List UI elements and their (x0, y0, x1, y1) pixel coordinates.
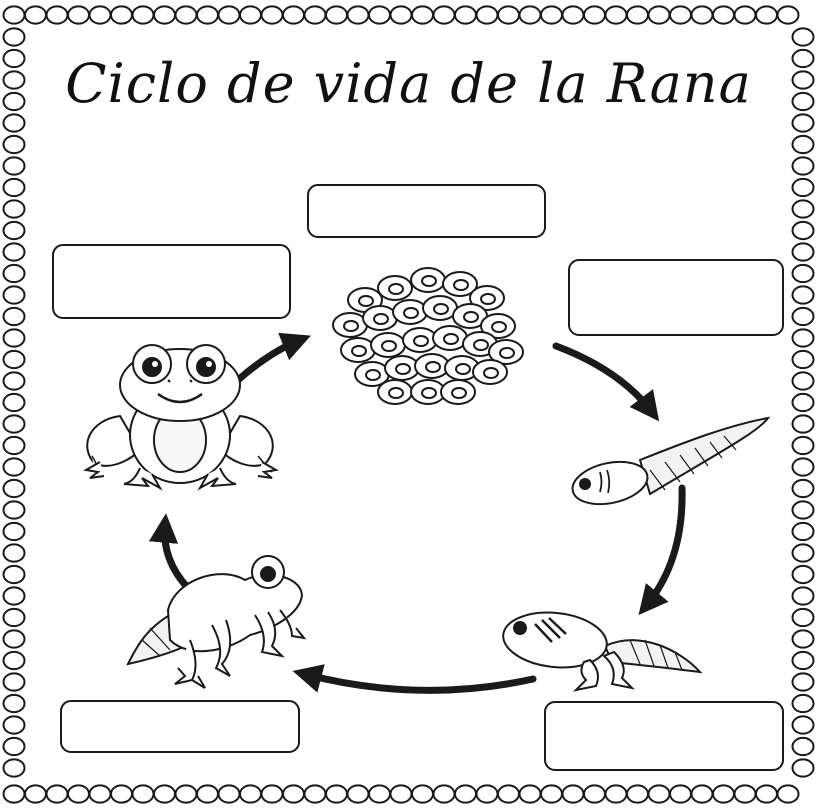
egg-yolk (464, 312, 478, 322)
egg-yolk (434, 304, 448, 314)
egg-yolk (389, 284, 403, 294)
egg-yolk (366, 370, 380, 380)
egg-yolk (396, 364, 410, 374)
worksheet-title: Ciclo de vida de la Rana (65, 52, 752, 115)
adult-frog-illustration (86, 345, 276, 488)
egg-yolk (444, 334, 458, 344)
egg-yolk (484, 368, 498, 378)
egg-yolk (374, 314, 388, 324)
egg-yolk (389, 388, 403, 398)
egg-yolk (352, 346, 366, 356)
froglet-illustration (128, 556, 304, 688)
arrow-legs-to-froglet (304, 674, 533, 690)
eggs-illustration (333, 268, 523, 404)
egg-yolk (422, 276, 436, 286)
egg-yolk (404, 308, 418, 318)
egg-yolk (426, 362, 440, 372)
egg-yolk (382, 341, 396, 351)
arrow-eggs-to-tadpole (556, 346, 652, 412)
egg-yolk (422, 388, 436, 398)
egg-yolk (474, 340, 488, 350)
egg-yolk (456, 364, 470, 374)
egg-yolk (452, 388, 466, 398)
egg-yolk (359, 296, 373, 306)
arrow-tadpole-to-legs (646, 488, 682, 606)
egg-yolk (500, 348, 514, 358)
egg-yolk (344, 321, 358, 331)
egg-yolk (492, 322, 506, 332)
arrow-froglet-to-frog (165, 525, 188, 588)
egg-yolk (481, 294, 495, 304)
arrow-frog-to-eggs (238, 340, 300, 380)
egg-yolk (454, 280, 468, 290)
egg-yolk (414, 336, 428, 346)
tadpole-illustration (569, 418, 768, 510)
